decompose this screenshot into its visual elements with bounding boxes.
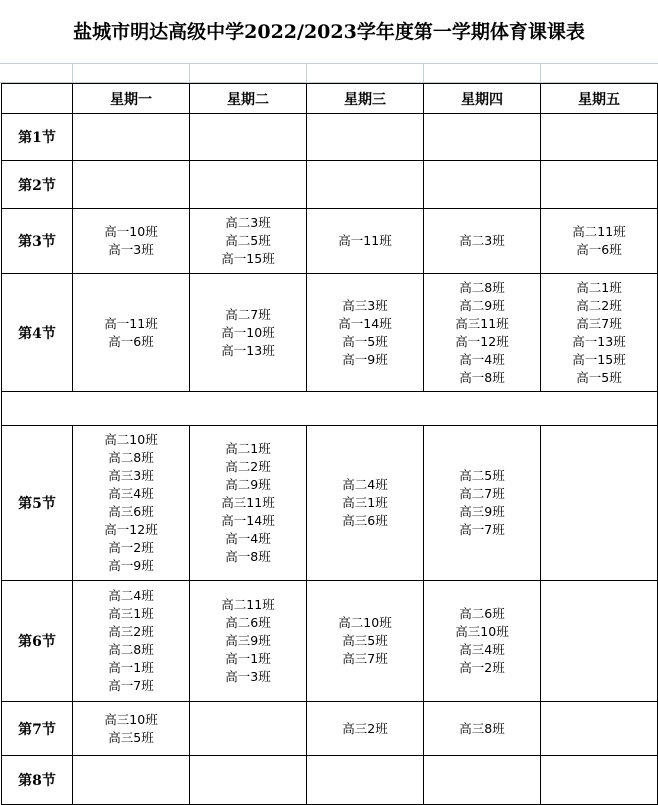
period-label: 第2节 bbox=[2, 161, 73, 209]
class-entry: 高三7班 bbox=[342, 651, 388, 666]
class-entry: 高三7班 bbox=[576, 315, 622, 331]
class-entry: 高二8班 bbox=[108, 642, 154, 657]
class-entry: 高三2班 bbox=[342, 720, 388, 736]
class-entry: 高一6班 bbox=[576, 242, 622, 257]
day-header-tue: 星期二 bbox=[190, 84, 307, 114]
class-entry: 高二2班 bbox=[225, 459, 271, 474]
class-entry: 高二10班 bbox=[104, 432, 158, 447]
class-entry: 高三11班 bbox=[455, 315, 509, 331]
class-entry: 高二3班 bbox=[225, 215, 271, 230]
schedule-cell-tue bbox=[190, 702, 307, 756]
day-header-wed: 星期三 bbox=[307, 84, 424, 114]
schedule-cell-fri bbox=[541, 274, 658, 392]
class-entry: 高一2班 bbox=[459, 660, 505, 675]
schedule-cell-thu bbox=[424, 161, 541, 209]
period-row bbox=[2, 581, 658, 702]
period-label: 第5节 bbox=[2, 426, 73, 581]
schedule-cell-fri bbox=[541, 209, 658, 274]
class-entry: 高一14班 bbox=[338, 315, 392, 331]
class-entry: 高一15班 bbox=[572, 351, 626, 367]
class-entry: 高一3班 bbox=[108, 242, 154, 257]
class-entry: 高二11班 bbox=[221, 597, 275, 612]
class-entry: 高一3班 bbox=[225, 669, 271, 684]
period-label: 第7节 bbox=[2, 702, 73, 756]
class-entry: 高一9班 bbox=[108, 558, 154, 573]
class-entry: 高一8班 bbox=[225, 549, 271, 564]
noon-break-cell bbox=[2, 392, 658, 426]
period-label: 第8节 bbox=[2, 756, 73, 805]
schedule-cell-thu bbox=[424, 702, 541, 756]
period-row bbox=[2, 274, 658, 392]
schedule-cell-fri bbox=[541, 426, 658, 581]
grid-line bbox=[423, 64, 424, 83]
schedule-cell-mon bbox=[73, 702, 190, 756]
class-entry: 高二4班 bbox=[108, 588, 154, 603]
schedule-cell-wed bbox=[307, 702, 424, 756]
class-entry: 高一5班 bbox=[342, 333, 388, 349]
schedule-table bbox=[1, 83, 658, 805]
period-label: 第4节 bbox=[2, 274, 73, 392]
class-entry: 高三2班 bbox=[108, 624, 154, 639]
class-entry: 高二8班 bbox=[459, 279, 505, 295]
class-entry: 高一11班 bbox=[338, 233, 392, 248]
class-entry: 高一10班 bbox=[221, 324, 275, 340]
class-entry: 高三9班 bbox=[459, 504, 505, 519]
schedule-cell-wed bbox=[307, 114, 424, 161]
schedule-cell-thu bbox=[424, 426, 541, 581]
schedule-cell-thu bbox=[424, 274, 541, 392]
schedule-cell-thu bbox=[424, 114, 541, 161]
schedule-cell-mon bbox=[73, 581, 190, 702]
day-header-fri: 星期五 bbox=[541, 84, 658, 114]
grid-line bbox=[72, 64, 73, 83]
class-entry: 高三1班 bbox=[108, 606, 154, 621]
schedule-cell-mon bbox=[73, 274, 190, 392]
class-entry: 高二1班 bbox=[225, 441, 271, 456]
page-title: 盐城市明达高级中学2022/2023学年度第一学期体育课课表 bbox=[0, 0, 658, 64]
class-entry: 高一11班 bbox=[104, 315, 158, 331]
class-entry: 高二6班 bbox=[225, 615, 271, 630]
schedule-cell-wed bbox=[307, 581, 424, 702]
class-entry: 高一12班 bbox=[104, 522, 158, 537]
period-row bbox=[2, 756, 658, 805]
class-entry: 高二5班 bbox=[225, 233, 271, 248]
period-row bbox=[2, 209, 658, 274]
class-entry: 高三9班 bbox=[225, 633, 271, 648]
grid-line bbox=[189, 64, 190, 83]
class-entry: 高二7班 bbox=[459, 486, 505, 501]
period-row bbox=[2, 426, 658, 581]
class-entry: 高一7班 bbox=[108, 678, 154, 693]
class-entry: 高一4班 bbox=[225, 531, 271, 546]
period-label: 第1节 bbox=[2, 114, 73, 161]
class-entry: 高二8班 bbox=[108, 450, 154, 465]
class-entry: 高三4班 bbox=[108, 486, 154, 501]
class-entry: 高一14班 bbox=[221, 513, 275, 528]
class-entry: 高二7班 bbox=[225, 306, 271, 322]
class-entry: 高一15班 bbox=[221, 251, 275, 266]
class-entry: 高三3班 bbox=[342, 297, 388, 313]
class-entry: 高一7班 bbox=[459, 522, 505, 537]
schedule-cell-mon bbox=[73, 756, 190, 805]
class-entry: 高二4班 bbox=[342, 477, 388, 492]
class-entry: 高三3班 bbox=[108, 468, 154, 483]
day-header-thu: 星期四 bbox=[424, 84, 541, 114]
schedule-cell-thu bbox=[424, 756, 541, 805]
class-entry: 高三4班 bbox=[459, 642, 505, 657]
schedule-cell-tue bbox=[190, 581, 307, 702]
header-row bbox=[2, 84, 658, 114]
period-label: 第6节 bbox=[2, 581, 73, 702]
schedule-cell-wed bbox=[307, 756, 424, 805]
class-entry: 高二1班 bbox=[576, 279, 622, 295]
class-entry: 高二10班 bbox=[338, 615, 392, 630]
class-entry: 高二9班 bbox=[225, 477, 271, 492]
schedule-cell-fri bbox=[541, 702, 658, 756]
class-entry: 高二3班 bbox=[459, 233, 505, 248]
class-entry: 高一12班 bbox=[455, 333, 509, 349]
day-header-mon: 星期一 bbox=[73, 84, 190, 114]
class-entry: 高三8班 bbox=[459, 720, 505, 736]
schedule-cell-mon bbox=[73, 114, 190, 161]
schedule-cell-tue bbox=[190, 209, 307, 274]
schedule-cell-mon bbox=[73, 426, 190, 581]
class-entry: 高一2班 bbox=[108, 540, 154, 555]
class-entry: 高一10班 bbox=[104, 224, 158, 239]
schedule-cell-fri bbox=[541, 114, 658, 161]
class-entry: 高三6班 bbox=[342, 513, 388, 528]
class-entry: 高三5班 bbox=[342, 633, 388, 648]
corner-cell bbox=[2, 84, 73, 114]
schedule-cell-wed bbox=[307, 426, 424, 581]
class-entry: 高一1班 bbox=[108, 660, 154, 675]
schedule-cell-tue bbox=[190, 161, 307, 209]
class-entry: 高三1班 bbox=[342, 495, 388, 510]
class-entry: 高一13班 bbox=[221, 342, 275, 358]
period-row bbox=[2, 161, 658, 209]
schedule-cell-thu bbox=[424, 209, 541, 274]
period-row bbox=[2, 114, 658, 161]
period-row bbox=[2, 702, 658, 756]
spreadsheet-grid-row bbox=[0, 64, 658, 83]
schedule-cell-wed bbox=[307, 274, 424, 392]
class-entry: 高一4班 bbox=[459, 351, 505, 367]
schedule-cell-mon bbox=[73, 209, 190, 274]
class-entry: 高二5班 bbox=[459, 468, 505, 483]
class-entry: 高一1班 bbox=[225, 651, 271, 666]
class-entry: 高三5班 bbox=[108, 729, 154, 745]
noon-break-row bbox=[2, 392, 658, 426]
schedule-cell-tue bbox=[190, 114, 307, 161]
class-entry: 高三6班 bbox=[108, 504, 154, 519]
class-entry: 高一13班 bbox=[572, 333, 626, 349]
class-entry: 高一5班 bbox=[576, 369, 622, 385]
class-entry: 高三10班 bbox=[104, 711, 158, 727]
schedule-cell-fri bbox=[541, 581, 658, 702]
schedule-cell-tue bbox=[190, 426, 307, 581]
schedule-cell-wed bbox=[307, 209, 424, 274]
class-entry: 高三11班 bbox=[221, 495, 275, 510]
class-entry: 高二6班 bbox=[459, 606, 505, 621]
class-entry: 高一8班 bbox=[459, 369, 505, 385]
class-entry: 高二9班 bbox=[459, 297, 505, 313]
schedule-cell-fri bbox=[541, 756, 658, 805]
grid-line bbox=[540, 64, 541, 83]
class-entry: 高二2班 bbox=[576, 297, 622, 313]
class-entry: 高二11班 bbox=[572, 224, 626, 239]
schedule-cell-thu bbox=[424, 581, 541, 702]
grid-line bbox=[306, 64, 307, 83]
class-entry: 高三10班 bbox=[455, 624, 509, 639]
schedule-cell-wed bbox=[307, 161, 424, 209]
schedule-cell-mon bbox=[73, 161, 190, 209]
period-label: 第3节 bbox=[2, 209, 73, 274]
schedule-cell-tue bbox=[190, 756, 307, 805]
schedule-cell-fri bbox=[541, 161, 658, 209]
class-entry: 高一9班 bbox=[342, 351, 388, 367]
class-entry: 高一6班 bbox=[108, 333, 154, 349]
schedule-cell-tue bbox=[190, 274, 307, 392]
